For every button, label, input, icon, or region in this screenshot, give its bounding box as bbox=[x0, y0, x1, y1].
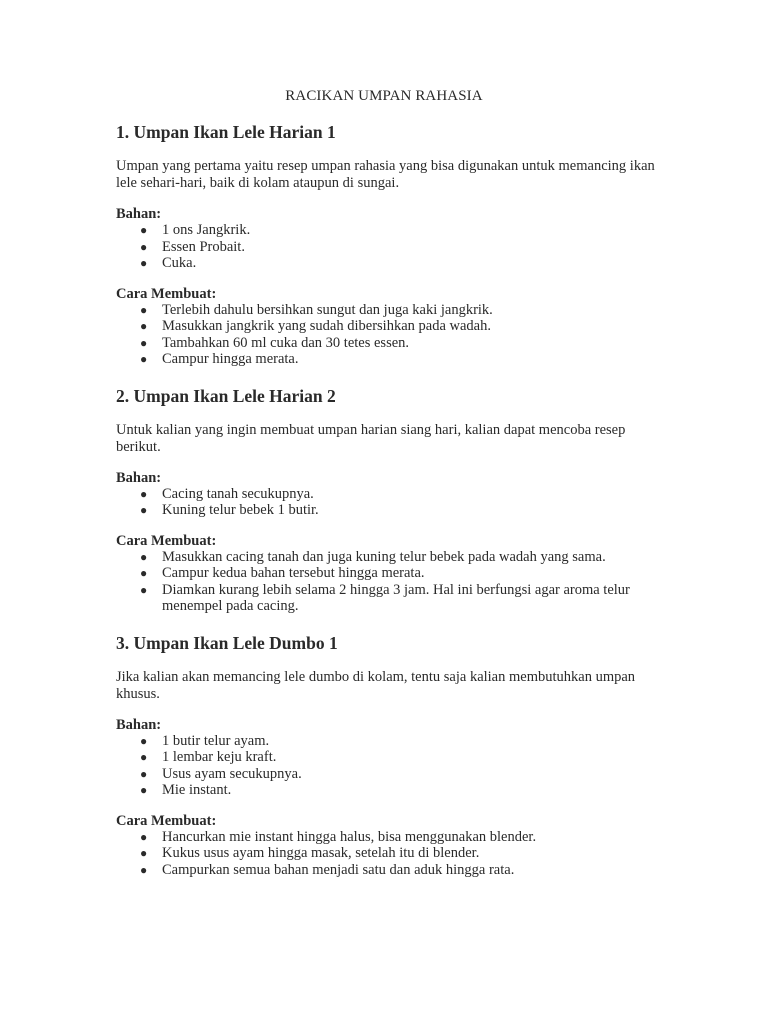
list-item-text: Kukus usus ayam hingga masak, setelah itu di blender. bbox=[162, 845, 480, 861]
bullet-icon: ● bbox=[140, 352, 148, 366]
list-item-text: Masukkan cacing tanah dan juga kuning telur bebek pada wadah yang sama. bbox=[162, 548, 606, 565]
bullet-icon: ● bbox=[140, 486, 148, 501]
list-item bbox=[116, 565, 656, 582]
list-item-text: Essen Probait. bbox=[162, 238, 245, 255]
bullet-icon: ● bbox=[140, 829, 148, 844]
bullet-icon: ● bbox=[140, 766, 148, 781]
steps-list bbox=[116, 829, 656, 879]
list-item bbox=[116, 766, 656, 783]
section-heading: 1. Umpan Ikan Lele Harian 1 bbox=[116, 122, 336, 142]
list-item-text: Mie instant. bbox=[162, 782, 232, 798]
list-item-text: Usus ayam secukupnya. bbox=[162, 765, 302, 782]
ingredients-label: Bahan: bbox=[116, 469, 162, 486]
list-item bbox=[116, 486, 656, 503]
ingredients-list bbox=[116, 733, 656, 799]
bullet-icon: ● bbox=[140, 239, 148, 254]
list-item bbox=[116, 222, 656, 239]
list-item bbox=[116, 335, 656, 352]
section-1 bbox=[116, 121, 656, 368]
list-item bbox=[116, 302, 656, 319]
list-item-text: 1 butir telur ayam. bbox=[162, 732, 270, 749]
list-item-text: Terlebih dahulu bersihkan sungut dan juga kaki jangkrik. bbox=[162, 301, 493, 318]
list-item-text: Campurkan semua bahan menjadi satu dan aduk hingga rata. bbox=[162, 861, 515, 878]
list-item bbox=[116, 749, 656, 766]
ingredients-label: Bahan: bbox=[116, 206, 162, 222]
list-item-text: Cuka. bbox=[162, 255, 197, 271]
bullet-icon: ● bbox=[140, 335, 148, 350]
steps-list bbox=[116, 549, 656, 615]
steps-label: Cara Membuat: bbox=[116, 812, 217, 829]
list-item bbox=[116, 733, 656, 750]
list-item bbox=[116, 845, 656, 862]
list-item-text: Hancurkan mie instant hingga halus, bisa menggunakan blender. bbox=[162, 828, 537, 845]
bullet-icon: ● bbox=[140, 733, 148, 748]
document-title: RACIKAN UMPAN RAHASIA bbox=[285, 88, 483, 104]
section-heading: 3. Umpan Ikan Lele Dumbo 1 bbox=[116, 632, 338, 653]
bullet-icon: ● bbox=[140, 846, 148, 860]
list-item-text: Tambahkan 60 ml cuka dan 30 tetes essen. bbox=[162, 334, 410, 351]
list-item-text: 1 ons Jangkrik. bbox=[162, 222, 251, 238]
list-item bbox=[116, 239, 656, 256]
list-item bbox=[116, 502, 656, 519]
list-item bbox=[116, 582, 656, 615]
list-item bbox=[116, 782, 656, 799]
ingredients-list bbox=[116, 486, 656, 519]
bullet-icon: ● bbox=[140, 783, 148, 797]
section-intro: Umpan yang pertama yaitu resep umpan rahasia yang bisa digunakan untuk memancing ikan lele sehari-hari, baik di kolam ataupun di sungai. bbox=[116, 158, 655, 191]
section-heading: 2. Umpan Ikan Lele Harian 2 bbox=[116, 385, 336, 406]
list-item-text: Cacing tanah secukupnya. bbox=[162, 485, 314, 502]
ingredients-label: Bahan: bbox=[116, 716, 162, 733]
section-2 bbox=[116, 385, 656, 615]
section-3 bbox=[116, 632, 656, 879]
bullet-icon: ● bbox=[140, 302, 148, 317]
list-item-text: Campur kedua bahan tersebut hingga merata. bbox=[162, 565, 425, 581]
list-item-text: Campur hingga merata. bbox=[162, 351, 299, 367]
bullet-icon: ● bbox=[140, 503, 148, 517]
ingredients-list bbox=[116, 222, 656, 272]
list-item bbox=[116, 862, 656, 879]
list-item bbox=[116, 255, 656, 272]
bullet-icon: ● bbox=[140, 256, 148, 270]
steps-list bbox=[116, 302, 656, 368]
bullet-icon: ● bbox=[140, 549, 148, 564]
list-item bbox=[116, 318, 656, 335]
bullet-icon: ● bbox=[140, 750, 148, 764]
steps-label: Cara Membuat: bbox=[116, 532, 217, 549]
list-item-text: Masukkan jangkrik yang sudah dibersihkan pada wadah. bbox=[162, 318, 491, 334]
bullet-icon: ● bbox=[140, 582, 148, 597]
list-item bbox=[116, 829, 656, 846]
bullet-icon: ● bbox=[140, 319, 148, 333]
list-item bbox=[116, 351, 656, 368]
bullet-icon: ● bbox=[140, 862, 148, 877]
list-item bbox=[116, 549, 656, 566]
section-intro: Jika kalian akan memancing lele dumbo di kolam, tentu saja kalian membutuhkan umpan khusus. bbox=[116, 668, 636, 702]
list-item-text: Kuning telur bebek 1 butir. bbox=[162, 502, 319, 518]
list-item-text: 1 lembar keju kraft. bbox=[162, 749, 277, 765]
list-item-text: Diamkan kurang lebih selama 2 hingga 3 jam. Hal ini berfungsi agar aroma telur menempel pada cacing. bbox=[162, 581, 630, 614]
section-intro: Untuk kalian yang ingin membuat umpan harian siang hari, kalian dapat mencoba resep berikut. bbox=[116, 421, 626, 455]
bullet-icon: ● bbox=[140, 566, 148, 580]
steps-label: Cara Membuat: bbox=[116, 285, 217, 302]
bullet-icon: ● bbox=[140, 223, 148, 237]
document-body bbox=[116, 121, 656, 878]
